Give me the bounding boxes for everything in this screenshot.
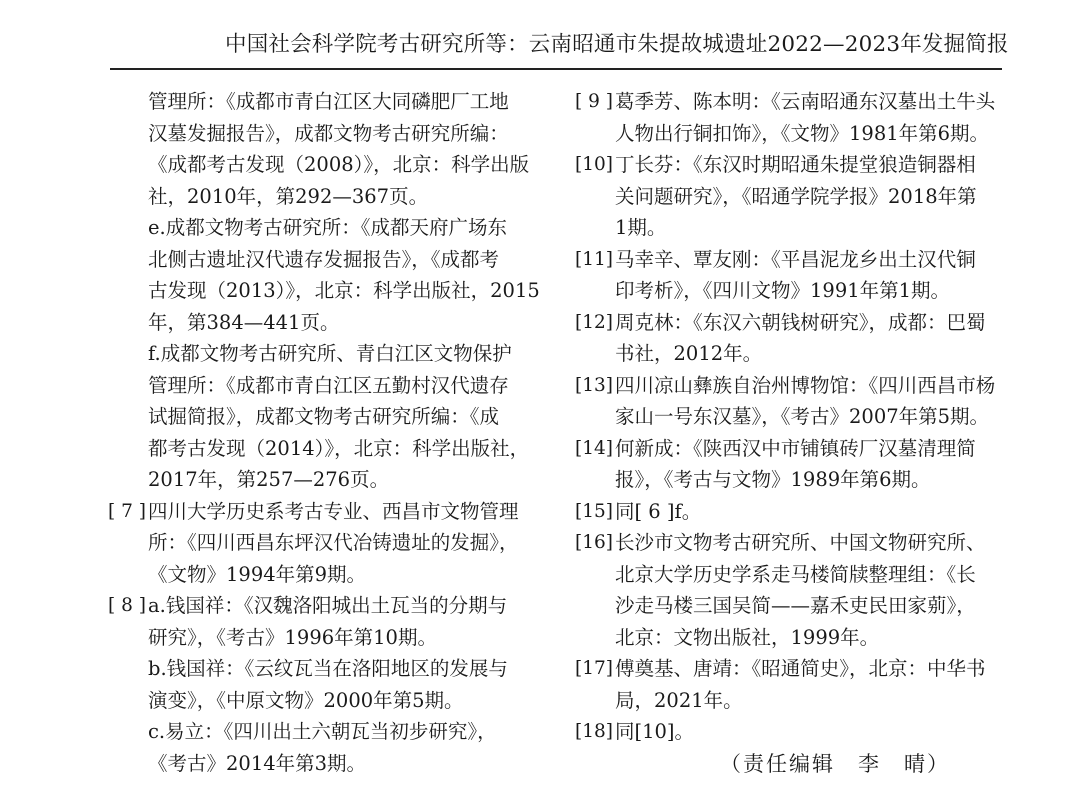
reference-line: b.钱国祥：《云纹瓦当在洛阳地区的发展与 bbox=[148, 657, 508, 680]
reference-line: 社，2010年，第292—367页。 bbox=[148, 184, 429, 208]
reference-line: 年，第384—441页。 bbox=[148, 310, 340, 334]
reference-line: 四川凉山彝族自治州博物馆：《四川西昌市杨 bbox=[615, 373, 996, 397]
reference-line: a.钱国祥：《汉魏洛阳城出土瓦当的分期与 bbox=[148, 594, 508, 617]
reference-text bbox=[615, 370, 1005, 433]
reference-text bbox=[615, 653, 1005, 716]
reference-line: 马幸辛、覃友刚：《平昌泥龙乡出土汉代铜 bbox=[615, 247, 976, 271]
editor-credit: （责任编辑 李 晴） bbox=[720, 752, 950, 776]
header-divider bbox=[110, 68, 1002, 70]
reference-number: [ 8 ] bbox=[108, 595, 146, 616]
reference-line: 家山一号东汉墓》，《考古》2007年第5期。 bbox=[615, 405, 990, 428]
reference-line: 何新成：《陕西汉中市铺镇砖厂汉墓清理简 bbox=[615, 436, 976, 460]
reference-text bbox=[615, 86, 1005, 149]
reference-line: 所：《四川西昌东坪汉代冶铸遗址的发掘》， bbox=[148, 531, 519, 554]
reference-line: 局，2021年。 bbox=[615, 688, 743, 712]
reference-line: 丁长芬：《东汉时期昭通朱提堂狼造铜器相 bbox=[615, 153, 976, 176]
reference-number: [ 7 ] bbox=[108, 500, 146, 522]
reference-line: 傅奠基、唐靖：《昭通简史》，北京：中华书 bbox=[615, 657, 986, 680]
reference-line: 北京大学历史学系走马楼简牍整理组：《长 bbox=[615, 562, 976, 586]
reference-text bbox=[615, 149, 1005, 244]
reference-number: [15] bbox=[575, 500, 613, 522]
reference-line: 长沙市文物考古研究所、中国文物研究所、 bbox=[615, 531, 986, 554]
reference-line: 《成都考古发现（2008）》，北京：科学出版 bbox=[148, 153, 530, 176]
running-header-title: 中国社会科学院考古研究所等：云南昭通市朱提故城遗址2022—2023年发掘简报 bbox=[225, 32, 1009, 57]
reference-text bbox=[615, 307, 1005, 370]
reference-entry bbox=[575, 244, 1005, 307]
reference-line: 周克林：《东汉六朝钱树研究》，成都：巴蜀 bbox=[615, 310, 986, 334]
reference-line: 关问题研究》，《昭通学院学报》2018年第 bbox=[615, 184, 977, 208]
reference-number: [13] bbox=[575, 374, 613, 396]
reference-text bbox=[148, 590, 538, 779]
reference-line: 同[10]。 bbox=[615, 720, 695, 743]
reference-entry bbox=[575, 433, 1005, 496]
reference-line: 试掘简报》，成都文物考古研究所编：《成 bbox=[148, 405, 500, 428]
reference-line: 汉墓发掘报告》，成都文物考古研究所编： bbox=[148, 121, 509, 145]
reference-text bbox=[615, 244, 1005, 307]
reference-line: 管理所：《成都市青白江区五勤村汉代遗存 bbox=[148, 373, 509, 397]
reference-entry bbox=[575, 86, 1005, 149]
reference-line: 《考古》2014年第3期。 bbox=[148, 751, 367, 775]
reference-line: 印考析》，《四川文物》1991年第1期。 bbox=[615, 279, 951, 302]
reference-text bbox=[148, 86, 538, 496]
reference-line: 报》，《考古与文物》1989年第6期。 bbox=[615, 468, 931, 491]
reference-entry bbox=[575, 149, 1005, 244]
reference-entry bbox=[575, 496, 1005, 528]
references-left-column bbox=[108, 86, 538, 779]
reference-text bbox=[615, 716, 1005, 748]
reference-line: 书社，2012年。 bbox=[615, 342, 763, 365]
reference-entry bbox=[575, 653, 1005, 716]
reference-entry bbox=[108, 86, 538, 496]
reference-line: 演变》，《中原文物》2000年第5期。 bbox=[148, 688, 464, 712]
reference-entry bbox=[108, 590, 538, 779]
reference-line: 管理所：《成都市青白江区大同磷肥厂工地 bbox=[148, 90, 509, 113]
reference-line: e.成都文物考古研究所：《成都天府广场东 bbox=[148, 216, 507, 239]
reference-number: [17] bbox=[575, 658, 613, 679]
reference-text bbox=[615, 433, 1005, 496]
reference-number: [16] bbox=[575, 532, 613, 553]
reference-line: 葛季芳、陈本明：《云南昭通东汉墓出土牛头 bbox=[615, 90, 996, 113]
reference-line: 都考古发现（2014）》，北京：科学出版社， bbox=[148, 436, 530, 460]
reference-line: 1期。 bbox=[615, 216, 667, 239]
reference-entry bbox=[575, 307, 1005, 370]
reference-line: f.成都文物考古研究所、青白江区文物保护 bbox=[148, 342, 512, 365]
reference-text bbox=[615, 496, 1005, 528]
reference-line: c.易立：《四川出土六朝瓦当初步研究》， bbox=[148, 720, 497, 743]
reference-text bbox=[615, 527, 1005, 653]
reference-number: [14] bbox=[575, 437, 613, 459]
references-right-column bbox=[575, 86, 1005, 748]
reference-line: 《文物》1994年第9期。 bbox=[148, 562, 367, 586]
reference-number: [18] bbox=[575, 721, 613, 742]
reference-number: [10] bbox=[575, 154, 613, 175]
reference-line: 四川大学历史系考古专业、西昌市文物管理 bbox=[148, 499, 519, 523]
reference-number: [12] bbox=[575, 311, 613, 333]
reference-entry bbox=[575, 527, 1005, 653]
reference-line: 沙走马楼三国吴简——嘉禾吏民田家莂》， bbox=[615, 594, 976, 617]
reference-line: 北京：文物出版社，1999年。 bbox=[615, 625, 880, 649]
reference-line: 研究》，《考古》1996年第10期。 bbox=[148, 625, 437, 649]
reference-entry bbox=[575, 716, 1005, 748]
reference-number: [ 9 ] bbox=[575, 91, 613, 112]
reference-line: 北侧古遗址汉代遗存发掘报告》，《成都考 bbox=[148, 247, 500, 271]
reference-line: 2017年，第257—276页。 bbox=[148, 468, 390, 491]
reference-line: 同[ 6 ]f。 bbox=[615, 499, 702, 523]
reference-number: [11] bbox=[575, 248, 613, 270]
reference-entry bbox=[575, 370, 1005, 433]
reference-entry bbox=[108, 496, 538, 591]
reference-text bbox=[148, 496, 538, 591]
reference-line: 人物出行铜扣饰》，《文物》1981年第6期。 bbox=[615, 121, 990, 145]
reference-line: 古发现（2013）》，北京：科学出版社，2015 bbox=[148, 279, 540, 302]
